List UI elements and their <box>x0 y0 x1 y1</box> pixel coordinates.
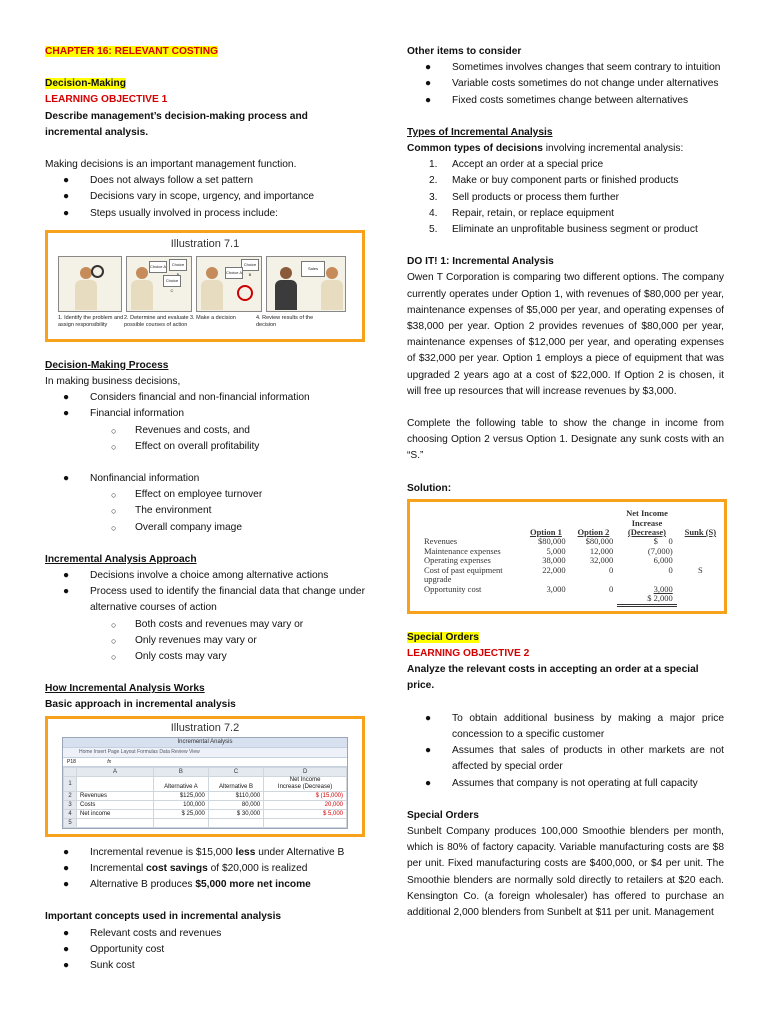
decision-process-heading: Decision-Making Process <box>45 359 169 371</box>
illustration-7-1 <box>45 230 365 342</box>
person-figure <box>275 267 297 311</box>
table-row: Opportunity cost 3,000 0 3,000 <box>424 583 673 594</box>
list-item: ● Opportunity cost <box>63 943 165 955</box>
results-list <box>45 845 365 894</box>
panel-decide <box>196 256 262 312</box>
list-item: ● Does not always follow a set pattern <box>63 175 254 187</box>
list-item: ○ Revenues and costs, and <box>111 424 250 436</box>
illustration-title: Illustration 7.2 <box>170 721 240 734</box>
person-figure <box>131 267 153 311</box>
list-item: ○ The environment <box>111 505 212 517</box>
list-item: ● Decisions vary in scope, urgency, and importance <box>63 191 315 203</box>
table-row: Operating expenses 38,000 32,000 6,000 <box>424 555 673 566</box>
other-items-list <box>407 60 724 109</box>
other-items-heading: Other items to consider <box>407 46 522 57</box>
list-item: ○ Effect on overall profitability <box>111 440 260 452</box>
fx-icon: fx <box>107 758 112 765</box>
list-item: ○ Effect on employee turnover <box>111 489 263 501</box>
solution-table-box <box>407 499 727 614</box>
table-row: 4 Net income $ 25,000 $ 30,000 $ 5,000 <box>64 809 347 818</box>
list-item: ● Sometimes involves changes that seem contrary to intuition <box>425 62 721 74</box>
how-it-works-sub: Basic approach in incremental analysis <box>45 699 236 711</box>
solution-table: Net Income Increase Option 1 Option 2 (Decrease) Sunk (S) Revenues $80,000 $80,000 $ 0 Maintenance expenses 5,000 12,000 (7,000) Operating expenses 38,000 32,000 6,000 Cost of past equipment 22,000 0 0 S upgrade Opportunity cost 3,000 0 3,000 $ 2,000 <box>420 508 724 607</box>
illustration-7-2 <box>45 716 365 837</box>
list-item: ● Assumes that company is not operating at full capacity <box>425 777 698 789</box>
list-item: ● Process used to identify the financial data that change under alternative courses of action <box>63 586 365 614</box>
illustration-panels <box>48 256 362 312</box>
list-item: ● Variable costs sometimes do not change under alternatives <box>425 78 719 90</box>
list-item: ● Alternative B produces $5,000 more net income <box>63 879 311 891</box>
panel-evaluate <box>126 256 192 312</box>
list-item: ● Incremental cost savings of $20,000 is realized <box>63 862 308 874</box>
list-item: 4. Repair, retain, or replace equipment <box>429 207 614 219</box>
list-item: ○ Only revenues may vary or <box>111 634 257 646</box>
list-item: 1. Accept an order at a special price <box>429 159 604 171</box>
solution-label: Solution: <box>407 482 452 494</box>
table-row: 3 Costs 100,000 80,000 20,000 <box>64 800 347 809</box>
types-heading: Types of Incremental Analysis <box>407 126 553 138</box>
decision-process-intro: In making business decisions, <box>45 376 181 388</box>
step-3-label: 3. Make a decision <box>190 314 236 321</box>
list-item: ● To obtain additional business by making a major price concession to a specific customer <box>425 712 724 740</box>
prohibit-icon <box>237 285 253 301</box>
choice-b-card: Choice <box>169 259 187 271</box>
panel-review <box>266 256 346 312</box>
list-item: ○ Both costs and revenues may vary or <box>111 618 304 630</box>
list-item: ● Sunk cost <box>63 959 135 971</box>
learning-objective-2-desc: Analyze the relevant costs in accepting an order at a special price. <box>407 664 699 692</box>
nonfinancial-list <box>45 471 365 536</box>
illustration-steps <box>48 312 362 329</box>
solution-total: $ 2,000 <box>617 594 677 605</box>
intro-text: Making decisions is an important management function. <box>45 159 297 171</box>
table-row <box>420 594 724 605</box>
spreadsheet-window <box>62 737 348 829</box>
list-item: ○ Overall company image <box>111 521 243 533</box>
table-row: upgrade <box>424 574 452 585</box>
person-figure <box>321 267 343 311</box>
incremental-approach-list <box>45 568 365 665</box>
concepts-heading: Important concepts used in incremental analysis <box>45 911 282 923</box>
list-item: ● Assumes that sales of products in other markets are not affected by special order <box>425 745 724 773</box>
spreadsheet-title-bar: Incremental Analysis <box>63 738 347 747</box>
incremental-approach-heading: Incremental Analysis Approach <box>45 553 197 565</box>
table-row: 2 Revenues $125,000 $110,000 $ (15,000) <box>64 791 347 800</box>
types-intro: Common types of decisions involving incremental analysis: <box>407 143 684 155</box>
learning-objective-1-desc: Describe management’s decision-making process and incremental analysis. <box>45 110 308 138</box>
cell-reference: P18 <box>67 758 76 765</box>
doit-paragraph: Owen T Corporation is comparing two different options. The company currently operates under Option 1, with revenues of $80,000 per year, maintenance expenses of $5,000 per year, and operating expenses of $38,000 per year. Option 2 provides revenues of $80,000 per year, maintenance expenses of $12,000 per year, and operating expenses of $32,000 per year. Option 1 employs a piece of equipment that was upgraded 2 years ago at a cost of $22,000. If Option 2 is chosen, it will free up resources that will increase revenues by $3,000. <box>407 272 724 397</box>
table-row: Maintenance expenses 5,000 12,000 (7,000) <box>424 545 673 556</box>
special-orders-list <box>407 711 724 792</box>
learning-objective-1: LEARNING OBJECTIVE 1 <box>45 94 168 106</box>
list-item: ● Incremental revenue is $15,000 less under Alternative B <box>63 846 345 858</box>
person-figure <box>201 267 223 311</box>
choice-a-card: Choice A <box>149 261 167 273</box>
choice-a-card: Choice A <box>225 267 243 279</box>
magnifier-icon <box>91 265 104 278</box>
doit-instructions: Complete the following table to show the change in income from choosing Option 2 versus Option 1. Designate any sunk costs with an “S.” <box>407 418 724 462</box>
list-item: ● Steps usually involved in process include: <box>63 207 279 219</box>
list-item: ● Financial information <box>63 408 184 420</box>
decision-process-list <box>45 390 365 455</box>
step-4-label: 4. Review results of the decision <box>256 314 314 328</box>
chapter-title: CHAPTER 16: RELEVANT COSTING <box>45 46 219 57</box>
step-1-label: 1. Identify the problem and assign responsibility <box>58 314 124 328</box>
types-list <box>407 157 724 238</box>
list-item: 2. Make or buy component parts or finished products <box>429 175 679 187</box>
special-orders-heading: Special Orders <box>407 631 479 643</box>
concepts-list <box>45 926 365 975</box>
list-item: 5. Eliminate an unprofitable business segment or product <box>429 224 698 236</box>
choice-c-card: Choice C <box>163 275 181 287</box>
learning-objective-2: LEARNING OBJECTIVE 2 <box>407 648 530 660</box>
formula-bar <box>63 757 347 767</box>
choice-b-card: Choice B <box>241 259 259 271</box>
intro-bullet-list <box>45 173 365 222</box>
panel-identify <box>58 256 122 312</box>
special-orders-subheading: Special Orders <box>407 809 479 821</box>
how-it-works-heading: How Incremental Analysis Works <box>45 683 205 695</box>
list-item: ○ Only costs may vary <box>111 651 227 663</box>
list-item: ● Decisions involve a choice among alternative actions <box>63 570 329 582</box>
list-item: ● Relevant costs and revenues <box>63 927 222 939</box>
list-item: ● Nonfinancial information <box>63 473 200 485</box>
step-2-label: 2. Determine and evaluate possible courses of action <box>124 314 189 328</box>
illustration-title: Illustration 7.1 <box>170 237 240 250</box>
spreadsheet-ribbon: Home Insert Page Layout Formulas Data Review View <box>63 747 347 757</box>
table-row: Revenues $80,000 $80,000 $ 0 <box>424 536 673 547</box>
left-column <box>45 44 365 974</box>
doit-heading: DO IT! 1: Incremental Analysis <box>407 256 554 268</box>
spreadsheet-grid: A B C D 1 Alternative A Alternative B Net Income Increase (Decrease) 2 Revenues $125,000 $110,000 $ (15,000) 3 Costs 100,000 80,000 20,000 4 Net income $ 25,000 $ 30,000 $ 5,000 5 <box>63 767 347 828</box>
special-orders-paragraph: Sunbelt Company produces 100,000 Smoothie blenders per month, which is 80% of factory capacity. Variable manufacturing costs are $8 per unit. Fixed manufacturing costs are $400,000, or $4 per unit. The Smoothie blenders are normally sold directly to retailers at $20 each. Kensington Co. (a foreign wholesaler) has offered to purchase an additional 2,000 blenders from Sunbelt at $11 per unit. Management <box>407 825 724 918</box>
list-item: 3. Sell products or process them further <box>429 191 620 203</box>
right-column <box>407 44 724 921</box>
sales-chart-card: Sales <box>301 261 325 277</box>
list-item: ● Fixed costs sometimes change between alternatives <box>425 94 689 106</box>
decision-making-heading: Decision-Making <box>45 78 126 90</box>
list-item: ● Considers financial and non-financial information <box>63 392 310 404</box>
table-row: Cost of past equipment 22,000 0 0 S <box>424 564 703 575</box>
